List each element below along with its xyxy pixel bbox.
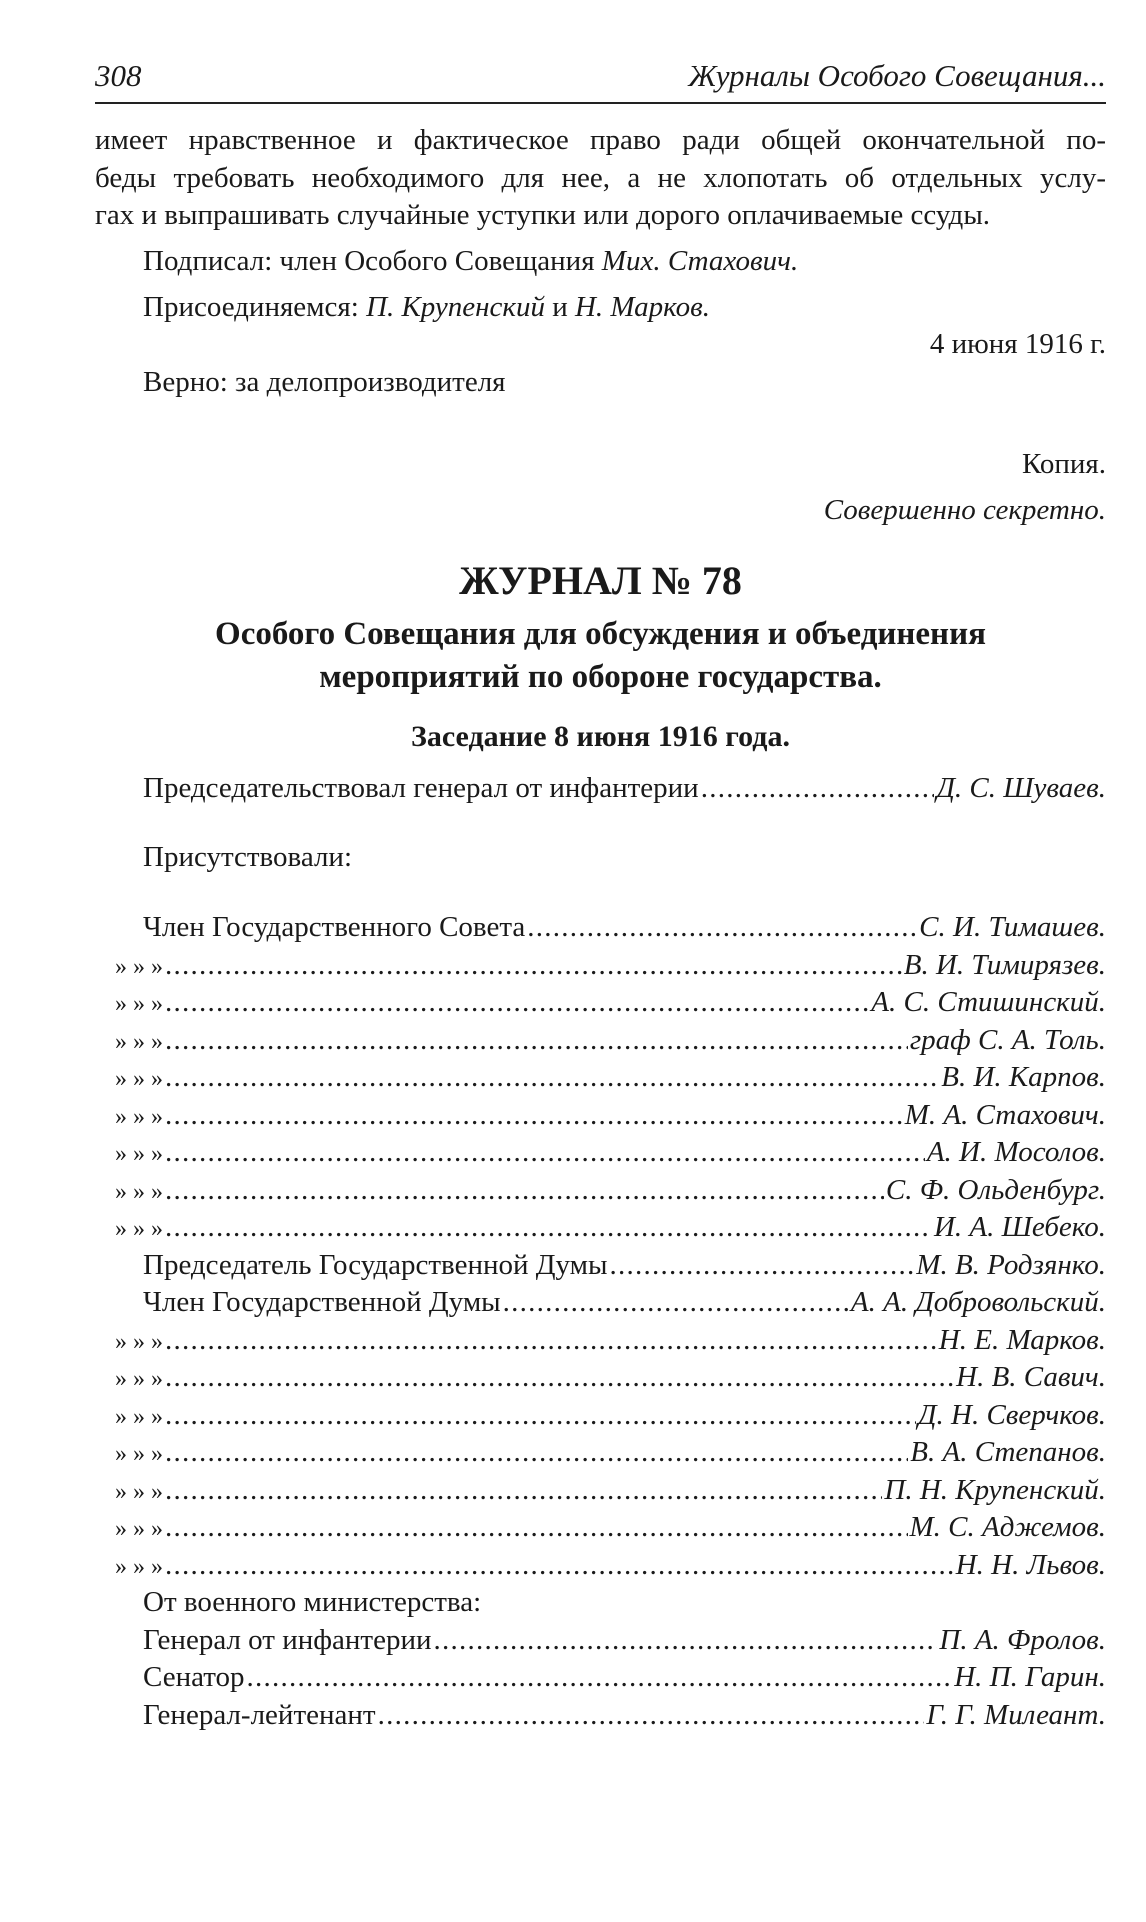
attendee-name: А. А. Добровольский. (850, 1286, 1106, 1319)
attendee-name: В. А. Степанов. (910, 1436, 1106, 1469)
attendee-name: А. И. Мосолов. (926, 1136, 1106, 1169)
attendee-row (95, 1134, 1106, 1172)
attendee-label: » » » (115, 1066, 163, 1093)
intro-line: беды требовать необходимого для нее, а не хлопотать об отдельных услу- (95, 161, 1106, 194)
attendee-label: » » » (115, 1028, 163, 1055)
attendee-label: » » » (115, 1328, 163, 1355)
joined-label: Присоединяемся: (143, 290, 367, 323)
attendee-label: » » » (115, 1441, 163, 1468)
chair-label: Председательствовал генерал от инфантерии (143, 771, 699, 804)
joined-name-2: Н. Марков. (574, 290, 710, 323)
attendee-row (95, 1434, 1106, 1472)
military-name: Н. П. Гарин. (954, 1661, 1106, 1694)
attendee-name: П. Н. Крупенский. (884, 1473, 1106, 1506)
signature-line (95, 243, 1106, 281)
attendee-row (95, 1472, 1106, 1510)
attendee-row (95, 909, 1106, 947)
attendee-label: » » » (115, 1178, 163, 1205)
attendee-list (95, 909, 1106, 1584)
leader-dots (165, 1022, 908, 1060)
journal-subtitle: мероприятий по обороне государства. (319, 659, 882, 696)
attendee-name: Н. В. Савич. (956, 1361, 1106, 1394)
attendee-row (95, 1284, 1106, 1322)
attendee-row (95, 1022, 1106, 1060)
page-content (95, 122, 1106, 1734)
leader-dots (165, 1172, 884, 1210)
attendee-name: В. И. Карпов. (941, 1061, 1106, 1094)
attendee-label: » » » (115, 1216, 163, 1243)
attendee-row (95, 1322, 1106, 1360)
attendee-row (95, 1547, 1106, 1585)
attendee-name: М. С. Аджемов. (909, 1511, 1106, 1544)
leader-dots (527, 909, 917, 947)
attendee-row (95, 947, 1106, 985)
attendee-row (95, 1397, 1106, 1435)
attendee-label: » » » (115, 1516, 163, 1543)
attendee-name: Н. Е. Марков. (938, 1323, 1106, 1356)
attendee-row (95, 1059, 1106, 1097)
attendee-row (95, 1359, 1106, 1397)
attendee-label: » » » (115, 1103, 163, 1130)
leader-dots (165, 1434, 908, 1472)
present-label: Присутствовали: (143, 841, 353, 874)
attendee-label: » » » (115, 1553, 163, 1580)
attendee-label: » » » (115, 953, 163, 980)
attendee-label: Член Государственного Совета (143, 911, 526, 944)
attendee-label: Председатель Государственной Думы (143, 1248, 608, 1281)
leader-dots (165, 1397, 916, 1435)
attendee-row (95, 1097, 1106, 1135)
running-title: Журналы Особого Совещания... (688, 58, 1106, 93)
leader-dots (165, 1209, 932, 1247)
military-label: Генерал-лейтенант (143, 1698, 376, 1731)
attendee-name: И. А. Шебеко. (933, 1211, 1106, 1244)
attendee-name: С. Ф. Ольденбург. (885, 1173, 1106, 1206)
leader-dots (165, 1472, 882, 1510)
signed-label: Подписал: член Особого Совещания (143, 245, 602, 278)
military-row (95, 1697, 1106, 1735)
leader-dots (165, 1322, 937, 1360)
intro-line: гах и выпрашивать случайные уступки или дорого оплачиваемые ссуды. (95, 199, 991, 232)
attendee-label: » » » (115, 991, 163, 1018)
attendee-row (95, 984, 1106, 1022)
page-header (95, 52, 1106, 104)
leader-dots (165, 1134, 925, 1172)
military-label: Сенатор (143, 1661, 245, 1694)
military-name: Г. Г. Милеант. (926, 1698, 1106, 1731)
military-heading: От военного министерства: (143, 1586, 482, 1619)
attendee-name: Д. Н. Сверчков. (918, 1398, 1106, 1431)
military-row (95, 1622, 1106, 1660)
journal-subtitle: Особого Совещания для обсуждения и объединения (215, 616, 986, 653)
joined-and: и (544, 290, 575, 323)
attendee-label: » » » (115, 1366, 163, 1393)
attendee-name: М. А. Стахович. (904, 1098, 1106, 1131)
session-date: Заседание 8 июня 1916 года. (411, 719, 790, 753)
attendee-name: М. В. Родзянко. (916, 1248, 1106, 1281)
attendee-name: граф С. А. Толь. (909, 1023, 1106, 1056)
leader-dots (247, 1659, 953, 1697)
attendee-label: » » » (115, 1478, 163, 1505)
copy-mark: Копия. (1021, 447, 1106, 480)
attendee-row (95, 1509, 1106, 1547)
attendee-name: А. С. Стишинский. (871, 986, 1106, 1019)
leader-dots (165, 1359, 954, 1397)
leader-dots (434, 1622, 938, 1660)
attendee-row (95, 1247, 1106, 1285)
document-date: 4 июня 1916 г. (929, 328, 1106, 361)
leader-dots (165, 1547, 954, 1585)
attendee-row (95, 1172, 1106, 1210)
intro-line: имеет нравственное и фактическое право ради общей окончательной по- (95, 124, 1106, 156)
leader-dots (165, 1059, 939, 1097)
leader-dots (609, 1247, 914, 1285)
military-name: П. А. Фролов. (939, 1623, 1106, 1656)
attendee-name: Н. Н. Львов. (955, 1548, 1106, 1581)
leader-dots (165, 947, 902, 985)
chair-name: Д. С. Шуваев. (936, 771, 1106, 804)
military-label: Генерал от инфантерии (143, 1623, 432, 1656)
attendee-name: С. И. Тимашев. (919, 911, 1106, 944)
leader-dots (503, 1284, 849, 1322)
attendee-label: » » » (115, 1403, 163, 1430)
leader-dots (165, 1509, 908, 1547)
leader-dots (165, 984, 869, 1022)
joined-name-1: П. Крупенский (366, 290, 545, 323)
chair-row (95, 770, 1106, 808)
signed-name: Мих. Стахович. (601, 245, 799, 278)
attendee-label: » » » (115, 1141, 163, 1168)
attendee-name: В. И. Тимирязев. (903, 948, 1106, 981)
journal-title: ЖУРНАЛ № 78 (459, 558, 742, 604)
leader-dots (165, 1097, 903, 1135)
secret-mark: Совершенно секретно. (823, 493, 1106, 526)
joined-line (95, 289, 1106, 327)
page-number: 308 (95, 58, 142, 93)
leader-dots (701, 770, 935, 808)
leader-dots (378, 1697, 925, 1735)
attendee-label: Член Государственной Думы (143, 1286, 501, 1319)
attendee-row (95, 1209, 1106, 1247)
verified-line: Верно: за делопроизводителя (143, 366, 506, 399)
military-row (95, 1659, 1106, 1697)
